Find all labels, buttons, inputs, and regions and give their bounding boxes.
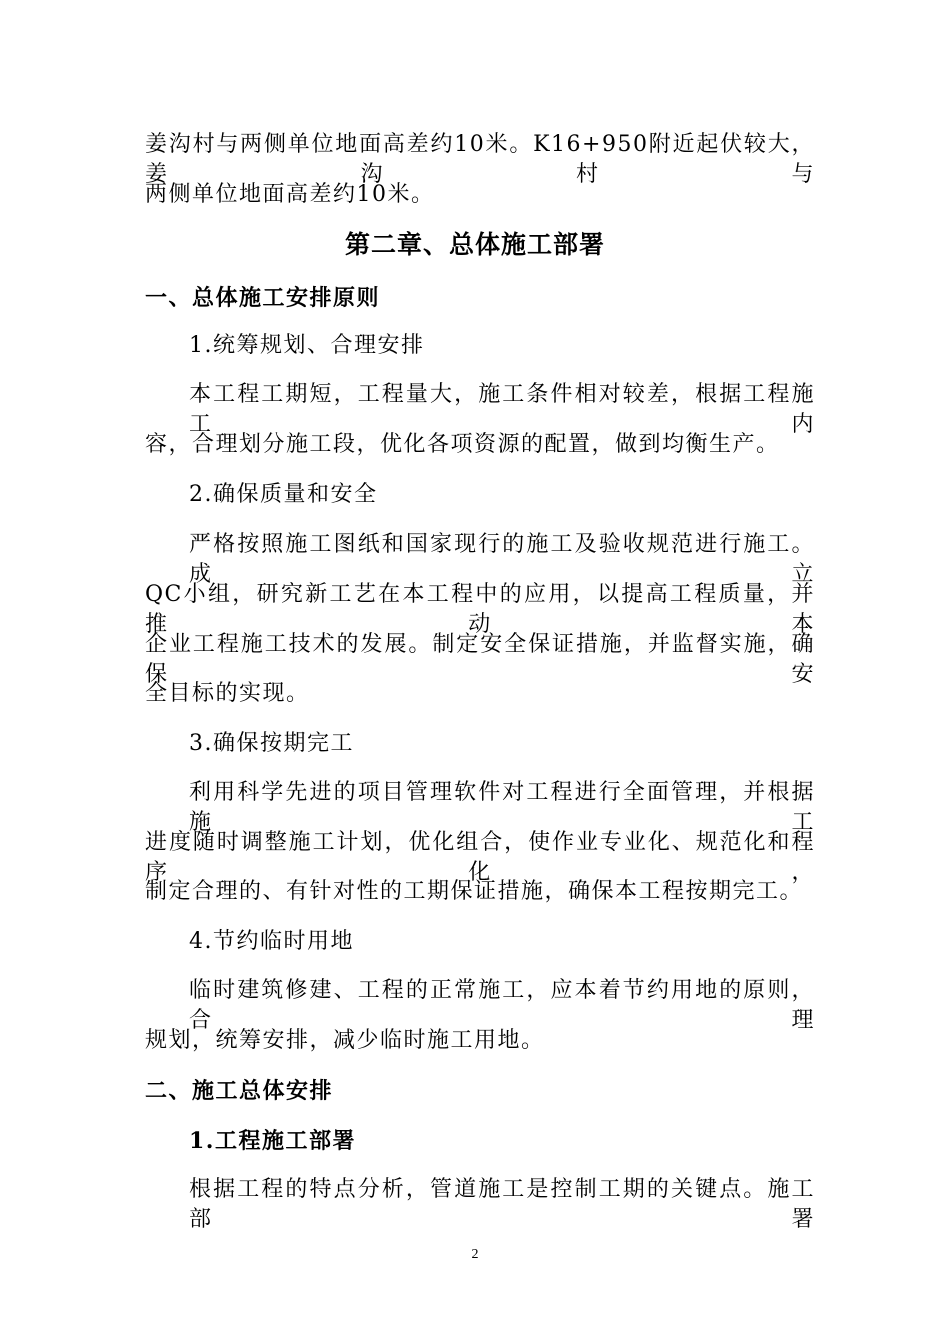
body-text-line: 本工程工期短，工程量大，施工条件相对较差，根据工程施工内 [189,382,815,437]
body-text-line: 临时建筑修建、工程的正常施工，应本着节约用地的原则，合理 [189,978,815,1033]
body-text-line: QC小组，研究新工艺在本工程中的应用，以提高工程质量，并推动本 [145,582,815,637]
sub-heading: 1.工程施工部署 [189,1128,356,1154]
chapter-title: 第二章、总体施工部署 [344,230,605,259]
body-text-line: 利用科学先进的项目管理软件对工程进行全面管理，并根据施工 [189,780,815,835]
item-title: 3.确保按期完工 [189,731,354,756]
body-text-line: 两侧单位地面高差约10米。 [145,182,435,207]
body-text-line: 严格按照施工图纸和国家现行的施工及验收规范进行施工。成立 [189,532,815,587]
page-number: 2 [471,1247,479,1262]
body-text-line: 进度随时调整施工计划，优化组合，使作业专业化、规范化和程序化， [145,830,815,885]
item-title: 2.确保质量和安全 [189,482,378,507]
body-text-line: 全目标的实现。 [145,681,310,706]
body-text-line: 企业工程施工技术的发展。制定安全保证措施，并监督实施，确保安 [145,632,815,687]
body-text-line: 制定合理的、有针对性的工期保证措施，确保本工程按期完工。 [145,879,804,904]
body-text-line: 规划，统筹安排，减少临时施工用地。 [145,1028,545,1053]
section-heading: 一、总体施工安排原则 [145,285,381,311]
body-text-line: 根据工程的特点分析，管道施工是控制工期的关键点。施工部署 [189,1177,815,1232]
body-text-line: 姜沟村与两侧单位地面高差约10米。K16+950附近起伏较大，姜沟村与 [145,132,815,187]
item-title: 4.节约临时用地 [189,929,354,954]
body-text-line: 容，合理划分施工段，优化各项资源的配置，做到均衡生产。 [145,432,780,457]
section-heading: 二、施工总体安排 [145,1078,334,1104]
item-title: 1.统筹规划、合理安排 [189,333,425,358]
